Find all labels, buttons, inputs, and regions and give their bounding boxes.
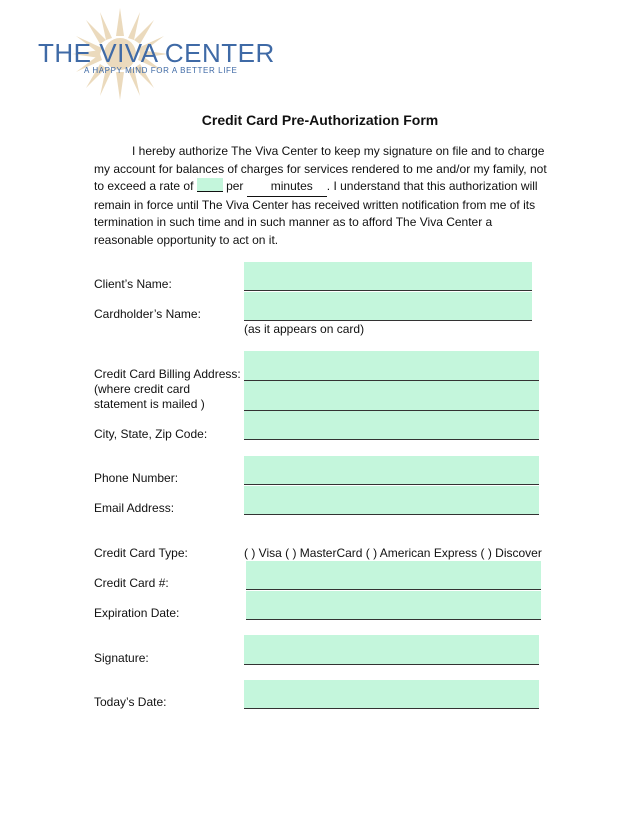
as-appears-note: (as it appears on card) xyxy=(244,322,365,336)
card-number-label: Credit Card #: xyxy=(94,576,169,590)
card-type-options[interactable]: ( ) Visa ( ) MasterCard ( ) American Express ( ) Discover xyxy=(244,546,542,560)
form-title: Credit Card Pre-Authorization Form xyxy=(201,112,439,128)
signature-label: Signature: xyxy=(94,651,149,665)
logo-name: THE VIVA CENTER xyxy=(38,38,275,68)
expiration-date-field[interactable] xyxy=(246,591,541,620)
billing-address-note-1: (where credit card xyxy=(94,382,191,396)
per-unit-field[interactable]: minutes xyxy=(247,178,327,197)
expiration-date-label: Expiration Date: xyxy=(94,606,180,620)
logo-tagline: A HAPPY MIND FOR A BETTER LIFE xyxy=(84,66,238,75)
billing-address-label: Credit Card Billing Address: xyxy=(94,367,241,381)
rate-field[interactable] xyxy=(197,178,223,192)
client-name-label: Client’s Name: xyxy=(94,277,172,291)
city-state-zip-label: City, State, Zip Code: xyxy=(94,427,208,441)
todays-date-label: Today’s Date: xyxy=(94,695,167,709)
billing-address-note-2: statement is mailed ) xyxy=(94,397,205,411)
card-type-label: Credit Card Type: xyxy=(94,546,188,560)
card-number-field[interactable] xyxy=(246,561,541,590)
phone-number-field[interactable] xyxy=(244,456,539,485)
signature-field[interactable] xyxy=(244,635,539,665)
city-state-zip-field[interactable] xyxy=(244,411,539,440)
email-address-field[interactable] xyxy=(244,486,539,515)
cardholder-name-field[interactable] xyxy=(244,292,532,321)
authorization-paragraph xyxy=(94,143,550,249)
cardholder-name-label: Cardholder’s Name: xyxy=(94,307,201,321)
paragraph-per: per xyxy=(222,179,247,193)
billing-address-line1-field[interactable] xyxy=(244,351,539,381)
client-name-field[interactable] xyxy=(244,262,532,291)
phone-number-label: Phone Number: xyxy=(94,471,179,485)
todays-date-field[interactable] xyxy=(244,680,539,709)
paragraph-part2: . I understand that this authorization will remain in force until The Viva Center has received written notification from me of its termination in such time and in such manner as to afford The Viva Center a reasonable opportunity to act on it. xyxy=(94,179,538,247)
billing-address-line2-field[interactable] xyxy=(244,381,539,411)
paragraph-part1: I hereby authorize The Viva Center to keep my signature on file and to charge my account for balances of charges for services rendered to me and/or my family, not to exceed a rate of xyxy=(94,144,547,193)
email-address-label: Email Address: xyxy=(94,501,175,515)
